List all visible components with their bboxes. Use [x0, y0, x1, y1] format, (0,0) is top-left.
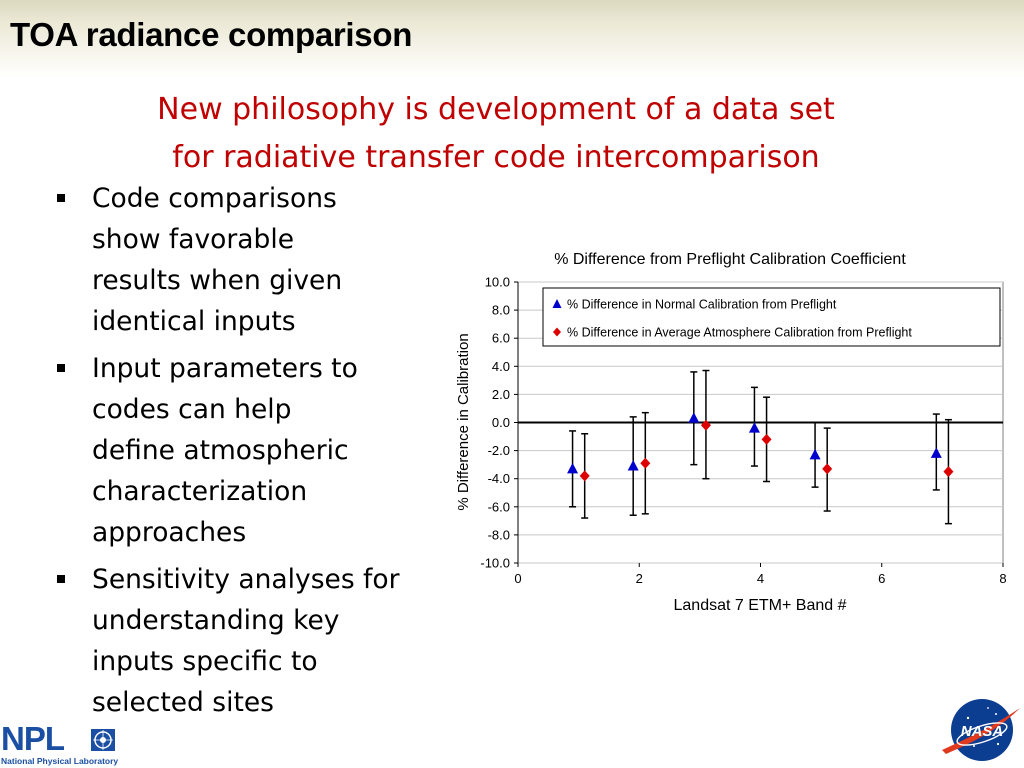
nasa-logo-text: NASA	[960, 723, 1004, 740]
chart	[440, 240, 1020, 620]
x-tick-label: 6	[878, 571, 886, 586]
y-tick-label: -10.0	[480, 555, 510, 571]
npl-logo-text: NPL	[1, 720, 64, 757]
y-tick-label: 4.0	[491, 358, 510, 374]
bullet-line: Sensitivity analyses for	[92, 564, 400, 595]
bullet-line: inputs specific to	[92, 646, 318, 677]
subtitle-line: for radiative transfer code intercomparison	[172, 140, 820, 175]
bullet-square-icon	[57, 364, 65, 372]
slide-title: TOA radiance comparison	[10, 16, 413, 53]
npl-seal-icon	[90, 728, 116, 752]
bullet-line: Code comparisons	[92, 183, 337, 214]
nasa-logo-icon	[938, 694, 1022, 766]
y-tick-label: -8.0	[487, 527, 510, 543]
y-tick-label: 0.0	[491, 415, 510, 430]
y-tick-label: 10.0	[484, 274, 510, 290]
bullet-square-icon	[57, 194, 65, 202]
bullet-line: understanding key	[92, 605, 340, 636]
bullet-line: characterization	[92, 476, 308, 507]
npl-logo	[0, 722, 130, 768]
bullet-line: Input parameters to	[92, 353, 358, 384]
y-tick-label: 8.0	[491, 302, 510, 318]
bullet-line: codes can help	[92, 394, 292, 425]
subtitle-line: New philosophy is development of a data set	[157, 92, 835, 127]
chart-title: % Difference from Preflight Calibration Coefficient	[554, 251, 906, 268]
bullet-line: approaches	[92, 517, 247, 548]
y-tick-label: -6.0	[487, 499, 510, 515]
bullet-item	[54, 178, 444, 342]
legend-entry: % Difference in Normal Calibration from Preflight	[567, 297, 837, 312]
bullet-square-icon	[57, 575, 65, 583]
x-axis-label: Landsat 7 ETM+ Band #	[673, 597, 847, 614]
x-tick-label: 4	[756, 571, 765, 586]
bullet-line: results when given	[92, 265, 343, 296]
npl-logo-subtitle: National Physical Laboratory	[1, 756, 119, 766]
bullet-item	[54, 348, 444, 553]
legend-entry: % Difference in Average Atmosphere Calibration from Preflight	[567, 325, 912, 340]
bullet-text	[92, 348, 444, 553]
y-axis-label: % Difference in Calibration	[455, 333, 472, 511]
bullet-text	[92, 178, 444, 342]
y-tick-label: 6.0	[491, 330, 510, 346]
plot-area	[480, 275, 1006, 587]
y-tick-label: -2.0	[487, 443, 510, 459]
bullet-line: define atmospheric	[92, 435, 349, 466]
x-tick-label: 8	[999, 571, 1007, 586]
y-tick-label: -4.0	[487, 471, 510, 487]
bullet-item	[54, 559, 444, 723]
bullet-list	[54, 178, 444, 729]
bullet-line: show favorable	[92, 224, 294, 255]
slide-subtitle	[40, 86, 952, 182]
bullet-text	[92, 559, 444, 723]
y-tick-label: 2.0	[491, 386, 510, 402]
bullet-line: selected sites	[92, 687, 274, 718]
x-tick-label: 0	[514, 571, 522, 586]
bullet-line: identical inputs	[92, 306, 296, 337]
x-tick-label: 2	[635, 571, 643, 586]
chart-svg	[440, 240, 1020, 620]
